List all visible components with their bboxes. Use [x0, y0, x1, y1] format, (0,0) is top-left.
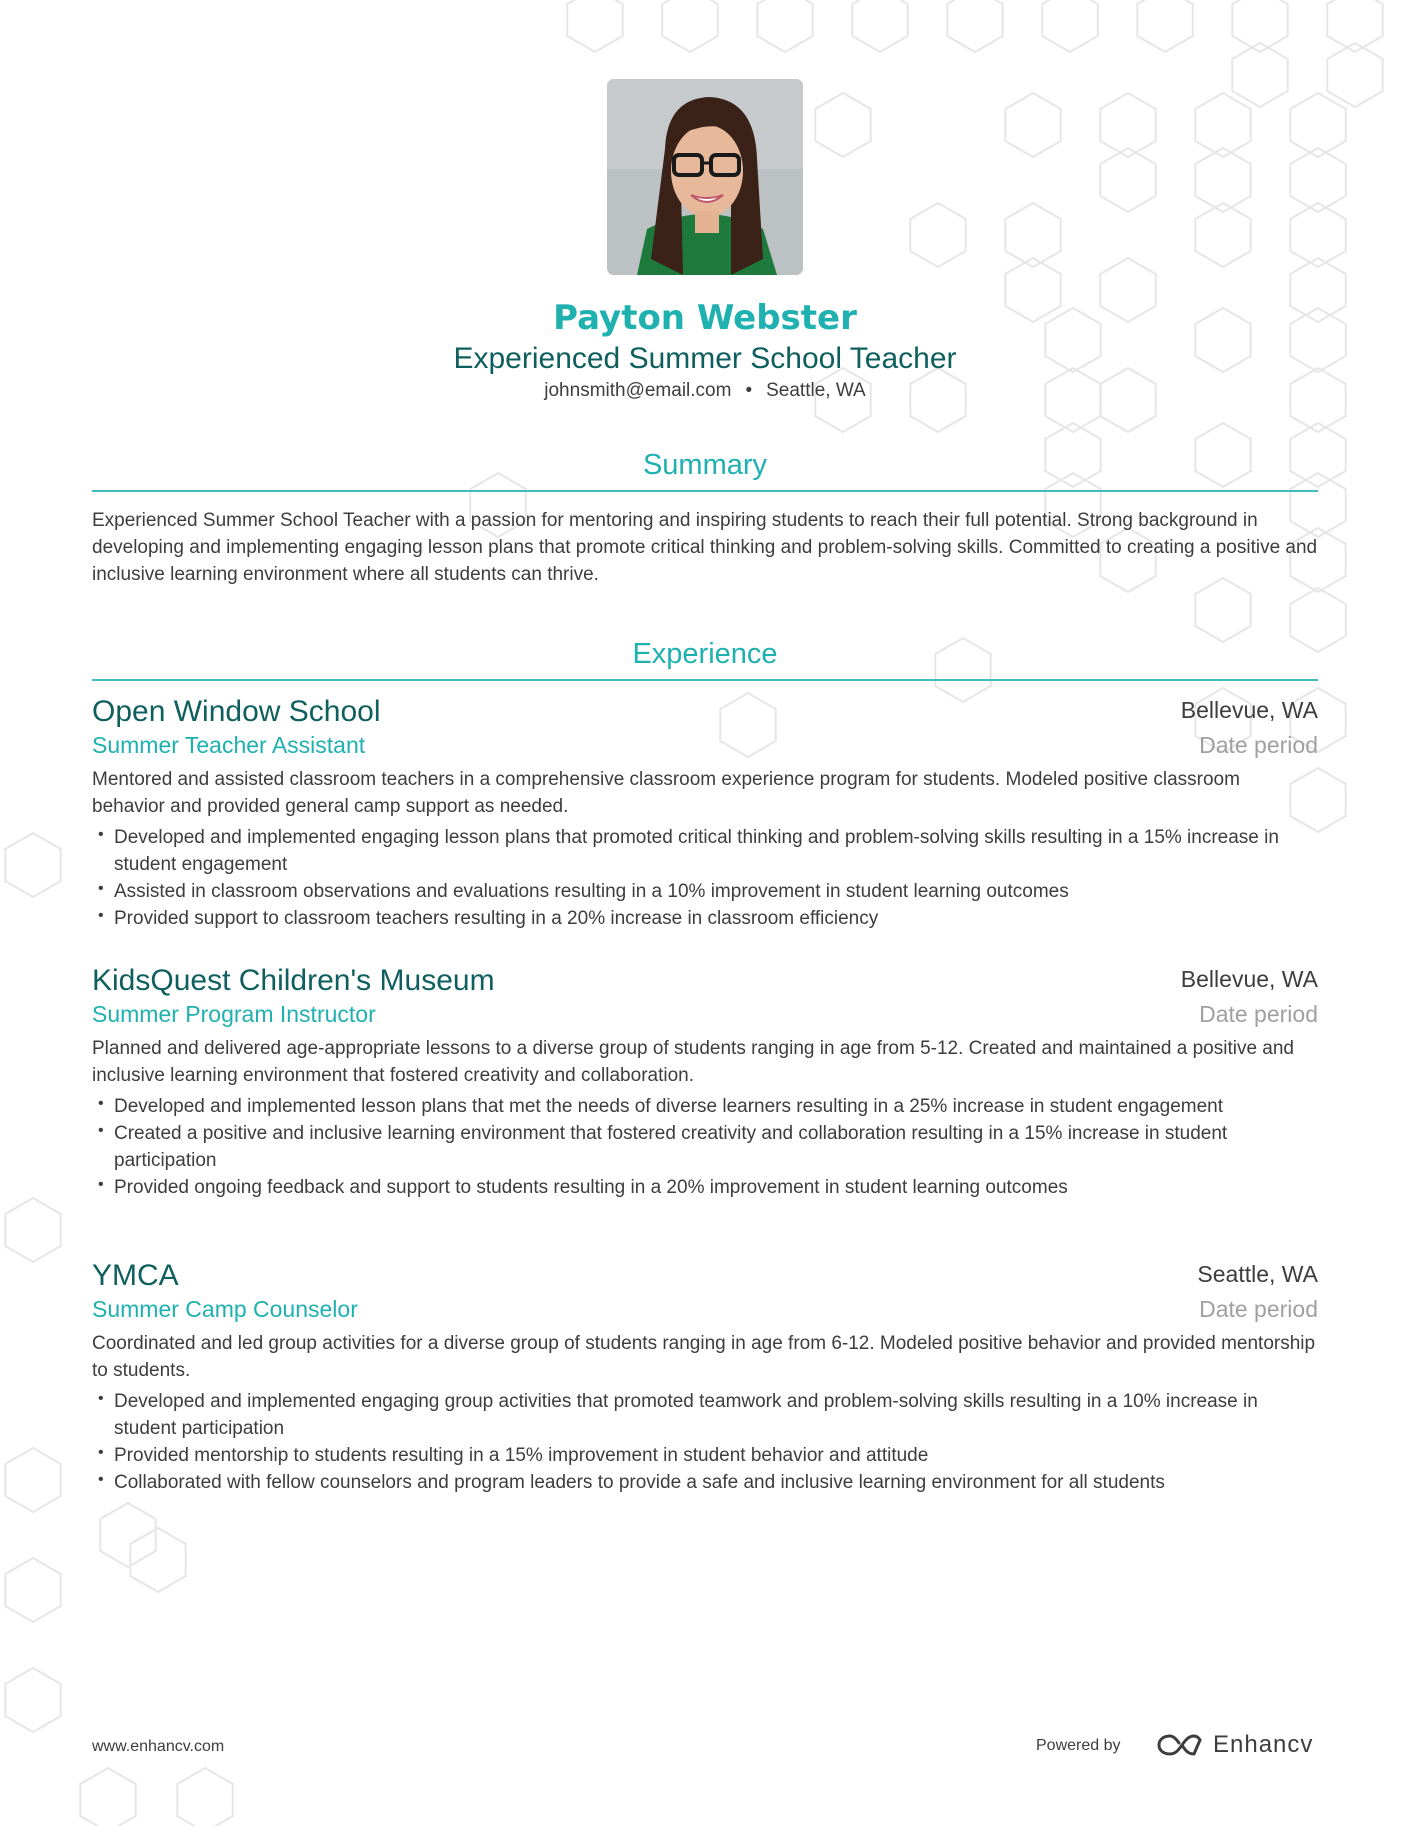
achievement-item: • Collaborated with fellow counselors and program leaders to provide a safe and inclusive learning environment for all students: [92, 1469, 1318, 1496]
summary-text: Experienced Summer School Teacher with a passion for mentoring and inspiring students to reach their full potential. Strong background in developing and implementing engaging lesson plans that promote critical thinking and problem-solving skills. Committed to creating a positive and inclusive learning environment where all students can thrive.: [92, 510, 1318, 585]
achievement-item: • Created a positive and inclusive learning environment that fostered creativity and collaboration resulting in a 15% increase in student participation: [92, 1120, 1318, 1174]
job-entry: [92, 1259, 1318, 1496]
job-description: Mentored and assisted classroom teachers in a comprehensive classroom experience program for students. Modeled positive classroom behavior and provided general camp support as needed.: [92, 769, 1240, 817]
job-entry: [92, 695, 1318, 932]
job-role: Summer Program Instructor: [92, 1001, 376, 1027]
job-description: Planned and delivered age-appropriate lessons to a diverse group of students ranging in age from 5-12. Created and maintained a positive and inclusive learning environment that fostered creativity and collaboration.: [92, 1038, 1295, 1086]
job-location: Bellevue, WA: [1180, 697, 1318, 723]
enhancv-logo-icon: [1156, 1732, 1202, 1758]
job-date: Date period: [1199, 732, 1318, 758]
separator-dot: •: [745, 380, 753, 401]
job-company: Open Window School: [92, 695, 381, 728]
job-achievements: [92, 824, 1318, 932]
job-location: Seattle, WA: [1197, 1261, 1318, 1287]
job-location: Bellevue, WA: [1180, 966, 1318, 992]
achievement-item: • Developed and implemented engaging lesson plans that promoted critical thinking and problem-solving skills resulting in a 15% increase in student engagement: [92, 824, 1318, 878]
experience-divider: [92, 679, 1318, 681]
experience-section-title: Experience: [632, 638, 778, 670]
job-company: KidsQuest Children's Museum: [92, 964, 495, 997]
candidate-name: Payton Webster: [553, 298, 857, 338]
job-achievements: [92, 1388, 1318, 1496]
email-text[interactable]: johnsmith@email.com: [544, 380, 732, 401]
job-description: Coordinated and led group activities for a diverse group of students ranging in age from 6-12. Modeled positive behavior and provided mentorship to students.: [92, 1333, 1316, 1381]
powered-by-label: Powered by: [1036, 1737, 1121, 1754]
job-role: Summer Teacher Assistant: [92, 732, 366, 758]
contact-info: [0, 380, 1410, 402]
summary-divider: [92, 490, 1318, 492]
footer-website-link[interactable]: www.enhancv.com: [92, 1738, 225, 1755]
location-text: Seattle, WA: [766, 380, 866, 401]
job-role: Summer Camp Counselor: [92, 1296, 358, 1322]
job-company: YMCA: [92, 1259, 179, 1292]
achievement-item: • Developed and implemented engaging group activities that promoted teamwork and problem-solving skills resulting in a 10% increase in student participation: [92, 1388, 1318, 1442]
achievement-item: • Provided mentorship to students resulting in a 15% improvement in student behavior and attitude: [92, 1442, 1318, 1469]
profile-photo: [607, 79, 803, 275]
job-date: Date period: [1199, 1001, 1318, 1027]
job-date: Date period: [1199, 1296, 1318, 1322]
achievement-item: • Provided support to classroom teachers resulting in a 20% increase in classroom efficiency: [92, 905, 1318, 932]
candidate-headline: Experienced Summer School Teacher: [453, 342, 957, 375]
job-entry: [92, 964, 1318, 1201]
achievement-item: • Provided ongoing feedback and support to students resulting in a 20% improvement in student learning outcomes: [92, 1174, 1318, 1201]
achievement-item: • Developed and implemented lesson plans that met the needs of diverse learners resulting in a 25% increase in student engagement: [92, 1093, 1318, 1120]
job-achievements: [92, 1093, 1318, 1201]
enhancv-brand-name: Enhancv: [1213, 1731, 1314, 1758]
achievement-item: • Assisted in classroom observations and evaluations resulting in a 10% improvement in student learning outcomes: [92, 878, 1318, 905]
summary-section-title: Summary: [642, 449, 768, 481]
